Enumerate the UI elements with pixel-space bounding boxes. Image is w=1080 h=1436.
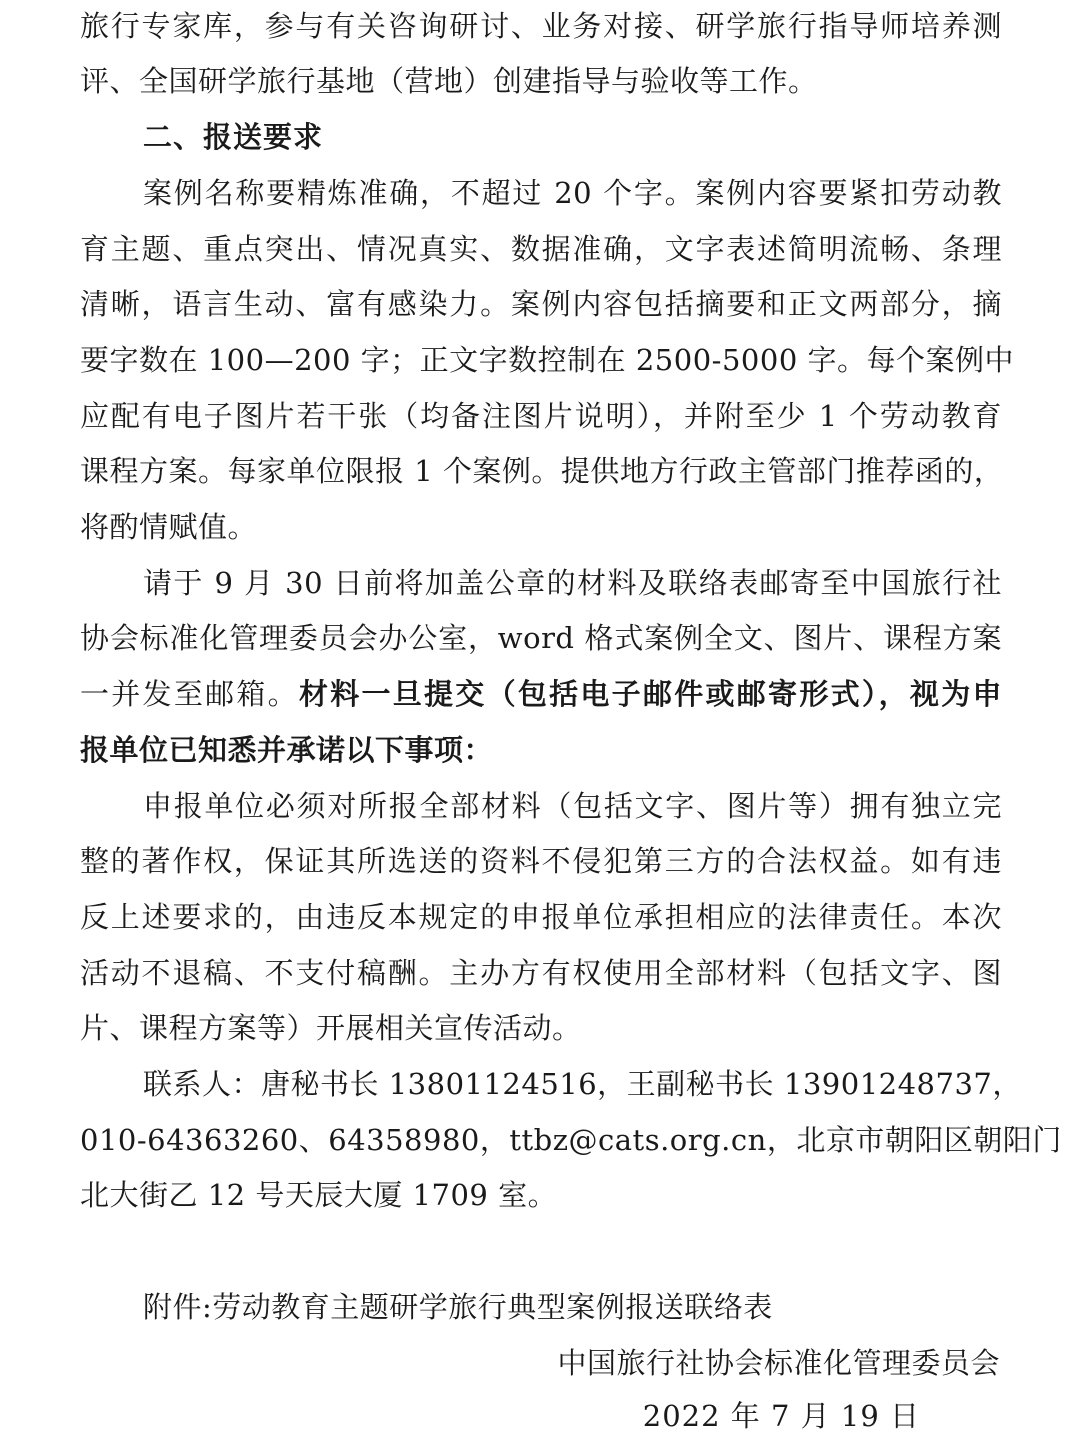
para2-line-1: 请于 9 月 30 日前将加盖公章的材料及联络表邮寄至中国旅行社 [143, 566, 1002, 600]
signature-organization: 中国旅行社协会标准化管理委员会 [557, 1346, 1000, 1380]
para2-line-3 [80, 674, 1002, 714]
para2-line-3-plain: 一并发至邮箱。 [80, 677, 299, 711]
section-heading: 二、报送要求 [143, 120, 324, 154]
intro-line-1: 旅行专家库，参与有关咨询研讨、业务对接、研学旅行指导师培养测 [80, 9, 1002, 43]
para1-line-1: 案例名称要精炼准确，不超过 20 个字。案例内容要紧扣劳动教 [143, 176, 1002, 210]
para1-line-7: 将酌情赋值。 [80, 510, 258, 544]
para2-line-3-bold: 材料一旦提交（包括电子邮件或邮寄形式），视为申 [298, 677, 1002, 711]
para3-line-1: 申报单位必须对所报全部材料（包括文字、图片等）拥有独立完 [143, 789, 1002, 823]
para2-line-2: 协会标准化管理委员会办公室，word 格式案例全文、图片、课程方案 [80, 621, 1002, 655]
para1-line-5: 应配有电子图片若干张（均备注图片说明），并附至少 1 个劳动教育 [80, 399, 1002, 433]
para1-line-4: 要字数在 100—200 字；正文字数控制在 2500-5000 字。每个案例中 [80, 343, 1014, 377]
para3-line-3: 反上述要求的，由违反本规定的申报单位承担相应的法律责任。本次 [80, 900, 1002, 934]
contact-line-2: 010-64363260、64358980，ttbz@cats.org.cn，北京市朝阳区朝阳门 [80, 1123, 1062, 1157]
para3-line-5: 片、课程方案等）开展相关宣传活动。 [80, 1011, 582, 1045]
contact-line-1: 联系人：唐秘书长 13801124516，王副秘书长 13901248737， [143, 1067, 1022, 1101]
para1-line-6: 课程方案。每家单位限报 1 个案例。提供地方行政主管部门推荐函的， [80, 454, 1004, 488]
intro-line-2: 评、全国研学旅行基地（营地）创建指导与验收等工作。 [80, 64, 818, 98]
attachment-line: 附件:劳动教育主题研学旅行典型案例报送联络表 [143, 1290, 773, 1324]
para3-line-2: 整的著作权，保证其所选送的资料不侵犯第三方的合法权益。如有违 [80, 844, 1002, 878]
para1-line-2: 育主题、重点突出、情况真实、数据准确，文字表述简明流畅、条理 [80, 232, 1002, 266]
para1-line-3: 清晰，语言生动、富有感染力。案例内容包括摘要和正文两部分，摘 [80, 287, 1002, 321]
signature-date: 2022 年 7 月 19 日 [642, 1399, 920, 1433]
para3-line-4: 活动不退稿、不支付稿酬。主办方有权使用全部材料（包括文字、图 [80, 956, 1002, 990]
contact-line-3: 北大街乙 12 号天辰大厦 1709 室。 [80, 1178, 558, 1212]
para2-line-4-bold: 报单位已知悉并承诺以下事项： [80, 733, 494, 767]
